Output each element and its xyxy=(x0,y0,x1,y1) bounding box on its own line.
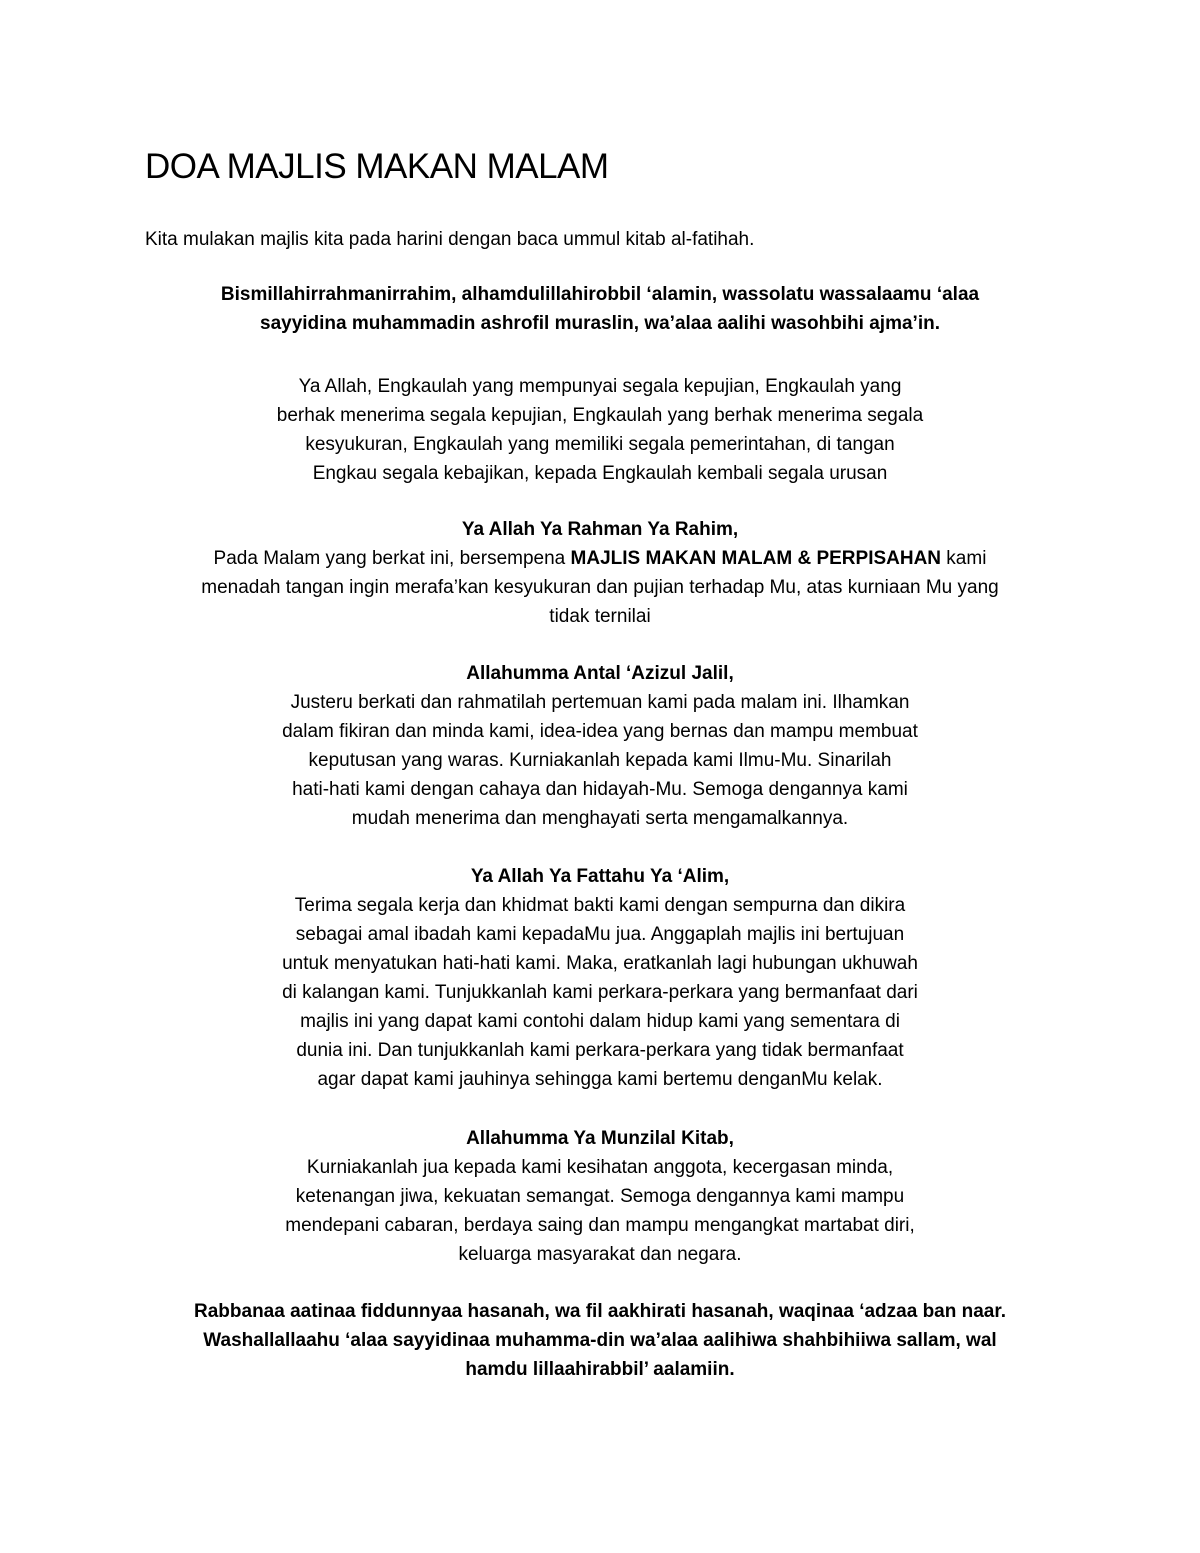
section-line: Justeru berkati dan rahmatilah pertemuan kami pada malam ini. Ilhamkan xyxy=(290,692,910,713)
section-line: mudah menerima dan menghayati serta mengamalkannya. xyxy=(351,808,849,829)
section-line: keputusan yang waras. Kurniakanlah kepada kami Ilmu-Mu. Sinarilah xyxy=(308,750,892,771)
page-title: DOA MAJLIS MAKAN MALAM xyxy=(145,147,609,186)
closing-line: Rabbanaa aatinaa fiddunnyaa hasanah, wa fil aakhirati hasanah, waqinaa ‘adzaa ban naar. xyxy=(194,1301,1006,1322)
section-line-text: kami xyxy=(941,548,987,569)
bismillah-line: sayyidina muhammadin ashrofil muraslin, wa’alaa aalihi wasohbihi ajma’in. xyxy=(260,313,940,334)
section-heading: Ya Allah Ya Fattahu Ya ‘Alim, xyxy=(470,866,730,887)
praise-line: Ya Allah, Engkaulah yang mempunyai segala kepujian, Engkaulah yang xyxy=(298,376,902,397)
section-line xyxy=(100,544,1100,573)
section-heading: Allahumma Antal ‘Azizul Jalil, xyxy=(466,663,734,684)
section-line: menadah tangan ingin merafa’kan kesyukuran dan pujian terhadap Mu, atas kurniaan Mu yang xyxy=(201,577,999,598)
bismillah-paragraph xyxy=(100,280,1100,338)
section-line: hati-hati kami dengan cahaya dan hidayah-Mu. Semoga dengannya kami xyxy=(292,779,908,800)
closing-line: Washallallaahu ‘alaa sayyidinaa muhamma-din wa’alaa aalihiwa shahbihiiwa sallam, wal xyxy=(203,1330,997,1351)
praise-line: kesyukuran, Engkaulah yang memiliki segala pemerintahan, di tangan xyxy=(305,434,895,455)
closing-line: hamdu lillaahirabbil’ aalamiin. xyxy=(465,1359,735,1380)
section-line-text: Pada Malam yang berkat ini, bersempena xyxy=(213,548,571,569)
section-line: tidak ternilai xyxy=(549,606,651,627)
section-line: agar dapat kami jauhinya sehingga kami bertemu denganMu kelak. xyxy=(317,1069,883,1090)
intro-text: Kita mulakan majlis kita pada harini dengan baca ummul kitab al-fatihah. xyxy=(145,229,755,250)
section-line: Kurniakanlah jua kepada kami kesihatan anggota, kecergasan minda, xyxy=(306,1157,894,1178)
section-line: ketenangan jiwa, kekuatan semangat. Semoga dengannya kami mampu xyxy=(295,1186,905,1207)
section-line: dalam fikiran dan minda kami, idea-idea yang bernas dan mampu membuat xyxy=(282,721,918,742)
section-heading: Allahumma Ya Munzilal Kitab, xyxy=(466,1128,734,1149)
section-munzilal xyxy=(100,1124,1100,1269)
section-line: mendepani cabaran, berdaya saing dan mampu mengangkat martabat diri, xyxy=(285,1215,915,1236)
section-rahman xyxy=(100,515,1100,631)
section-line: dunia ini. Dan tunjukkanlah kami perkara-perkara yang tidak bermanfaat xyxy=(296,1040,904,1061)
section-line: di kalangan kami. Tunjukkanlah kami perkara-perkara yang bermanfaat dari xyxy=(282,982,918,1003)
closing-paragraph xyxy=(100,1297,1100,1384)
section-line: sebagai amal ibadah kami kepadaMu jua. Anggaplah majlis ini bertujuan xyxy=(295,924,905,945)
section-line: majlis ini yang dapat kami contohi dalam hidup kami yang sementara di xyxy=(300,1011,900,1032)
event-name: MAJLIS MAKAN MALAM & PERPISAHAN xyxy=(570,548,942,569)
section-line: untuk menyatukan hati-hati kami. Maka, eratkanlah lagi hubungan ukhuwah xyxy=(282,953,918,974)
section-azizul xyxy=(100,659,1100,833)
praise-paragraph xyxy=(100,372,1100,488)
section-fattahu xyxy=(100,862,1100,1094)
praise-line: berhak menerima segala kepujian, Engkaulah yang berhak menerima segala xyxy=(276,405,924,426)
section-line: keluarga masyarakat dan negara. xyxy=(458,1244,742,1265)
section-line: Terima segala kerja dan khidmat bakti kami dengan sempurna dan dikira xyxy=(294,895,906,916)
bismillah-line: Bismillahirrahmanirrahim, alhamdulillahirobbil ‘alamin, wassolatu wassalaamu ‘alaa xyxy=(220,284,980,305)
praise-line: Engkau segala kebajikan, kepada Engkaulah kembali segala urusan xyxy=(312,463,888,484)
section-heading: Ya Allah Ya Rahman Ya Rahim, xyxy=(461,519,739,540)
